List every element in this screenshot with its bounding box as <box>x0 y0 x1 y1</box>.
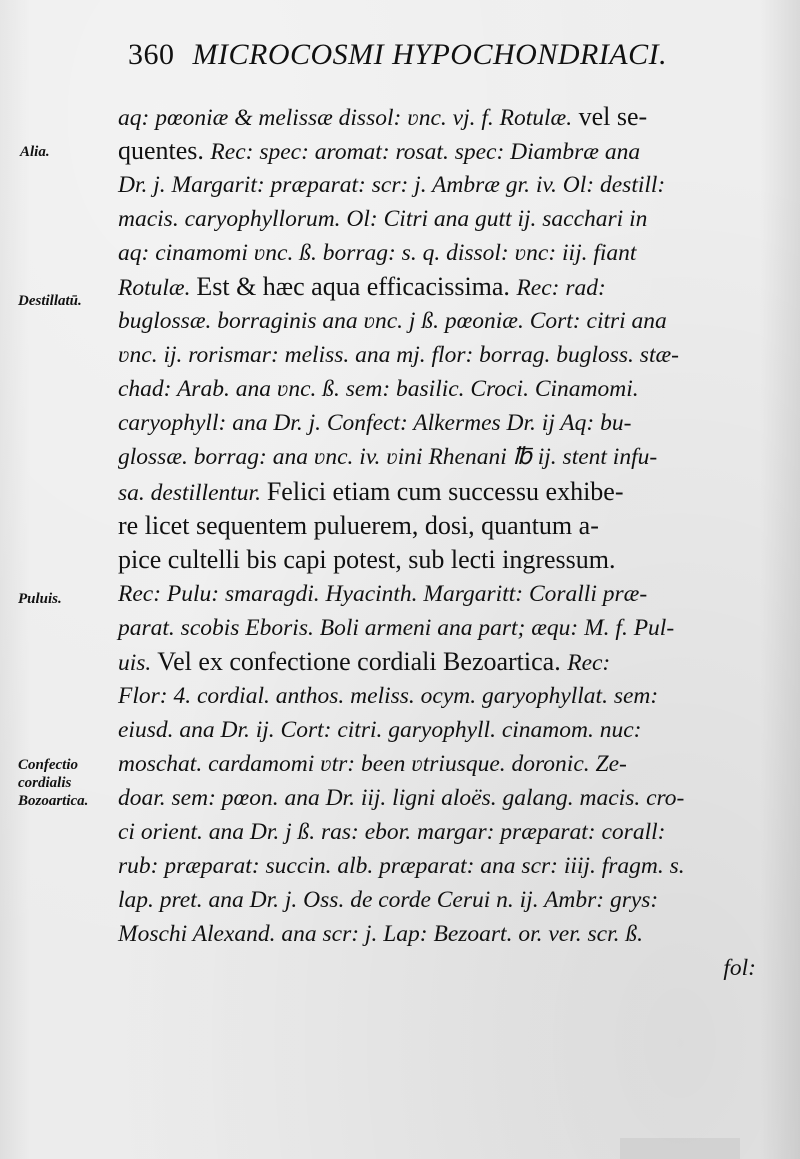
text-line <box>118 134 766 168</box>
text-line <box>118 406 766 440</box>
margin-note-destillatum: Destillatū. <box>18 293 82 309</box>
text-line <box>118 747 766 781</box>
text-line <box>118 815 766 849</box>
text-line <box>118 509 766 543</box>
margin-note-confectio: Confectio cordialis Bozoartica. <box>18 757 89 809</box>
text-line <box>118 543 766 577</box>
roman-segment: Vel ex confectione cordiali Bezoartica. <box>157 646 568 676</box>
italic-segment: glossæ. borrag: ana ʋnc. iv. ʋini Rhenani ℔ ij. stent infu- <box>118 444 658 471</box>
bleed-through-ghost <box>620 1138 740 1159</box>
roman-segment: vel se- <box>572 102 648 131</box>
italic-segment: ʋnc. vj. f. Rotulæ. <box>407 105 573 131</box>
italic-segment: parat. scobis Eboris. Boli armeni ana part; æqu: M. f. Pul- <box>118 614 675 641</box>
text-line <box>118 883 766 917</box>
text-line <box>118 645 766 679</box>
italic-segment: moschat. cardamomi ʋtr: been ʋtriusque. doronic. Ze- <box>118 750 627 777</box>
text-line <box>118 917 766 951</box>
text-line <box>118 951 766 985</box>
text-line <box>118 202 766 236</box>
page-header <box>128 38 667 72</box>
italic-segment: Dr. j. Margarit: præparat: scr: j. Ambræ gr. iv. Ol: destill: <box>118 172 666 199</box>
italic-segment: uis. <box>118 649 158 676</box>
text-line <box>118 270 766 304</box>
text-line <box>118 372 766 406</box>
italic-segment: ʋnc. ij. rorismar: meliss. ana mj. flor: borrag. bugloss. stæ- <box>118 342 679 369</box>
text-line <box>118 100 766 134</box>
roman-segment: quentes. <box>118 136 211 166</box>
italic-segment: Rec: Pulu: smaragdi. Hyacinth. Margaritt: Coralli præ- <box>118 580 648 607</box>
roman-segment: Felici etiam cum successu exhibe- <box>266 476 624 506</box>
text-line <box>118 781 766 815</box>
italic-segment: buglossæ. borraginis ana ʋnc. j ß. pœoniæ. Cort: citri ana <box>118 308 667 335</box>
margin-note-puluis: Puluis. <box>18 591 62 607</box>
italic-segment: aq: cinamomi ʋnc. ß. borrag: s. q. dissol: ʋnc: iij. fiant <box>118 240 637 267</box>
italic-segment: ci orient. ana Dr. j ß. ras: ebor. margar: præparat: corall: <box>118 818 666 845</box>
text-line <box>118 475 766 509</box>
roman-segment: pice cultelli bis capi potest, sub lecti ingressum. <box>118 544 616 574</box>
text-line <box>118 338 766 372</box>
text-line <box>118 440 766 474</box>
italic-segment: sa. destillentur. <box>118 479 267 506</box>
italic-segment: Moschi Alexand. ana scr: j. Lap: Bezoart. or. ver. scr. ß. <box>118 921 644 948</box>
italic-segment: eiusd. ana Dr. ij. Cort: citri. garyophyll. cinamom. nuc: <box>118 716 642 743</box>
margin-note-alia: Alia. <box>20 144 50 160</box>
text-line <box>118 679 766 713</box>
italic-segment: doar. sem: pœon. ana Dr. iij. ligni aloës. galang. macis. cro- <box>118 784 685 811</box>
body-text <box>118 100 766 985</box>
text-line <box>118 849 766 883</box>
italic-segment: caryophyll: ana Dr. j. Confect: Alkermes Dr. ij Aq: bu- <box>118 410 632 437</box>
italic-segment: aq: pœoniæ & melissæ dissol: <box>118 105 408 131</box>
running-title: MICROCOSMI HYPOCHONDRIACI. <box>192 38 668 71</box>
italic-segment: lap. pret. ana Dr. j. Oss. de corde Cerui n. ij. Ambr: grys: <box>118 887 659 914</box>
italic-segment: Flor: 4. cordial. anthos. meliss. ocym. garyophyllat. sem: <box>118 682 659 709</box>
text-line <box>118 713 766 747</box>
roman-segment: Est & hæc aqua efficacissima. <box>196 272 517 302</box>
text-line <box>118 611 766 645</box>
italic-segment: fol: <box>723 955 756 982</box>
italic-segment: Rec: rad: <box>516 275 606 302</box>
text-line <box>118 168 766 202</box>
text-line <box>118 577 766 611</box>
page-number: 360 <box>128 38 175 71</box>
italic-segment: Rec: spec: aromat: rosat. spec: Diambræ ana <box>210 139 641 166</box>
italic-segment: Rec: <box>567 649 611 676</box>
text-line <box>118 236 766 270</box>
italic-segment: macis. caryophyllorum. Ol: Citri ana gutt ij. sacchari in <box>118 206 648 233</box>
italic-segment: Rotulæ. <box>118 275 197 302</box>
italic-segment: rub: præparat: succin. alb. præparat: ana scr: iiij. fragm. s. <box>118 853 685 880</box>
roman-segment: re licet sequentem puluerem, dosi, quantum a- <box>118 510 599 540</box>
italic-segment: chad: Arab. ana ʋnc. ß. sem: basilic. Croci. Cinamomi. <box>118 376 639 403</box>
text-line <box>118 304 766 338</box>
